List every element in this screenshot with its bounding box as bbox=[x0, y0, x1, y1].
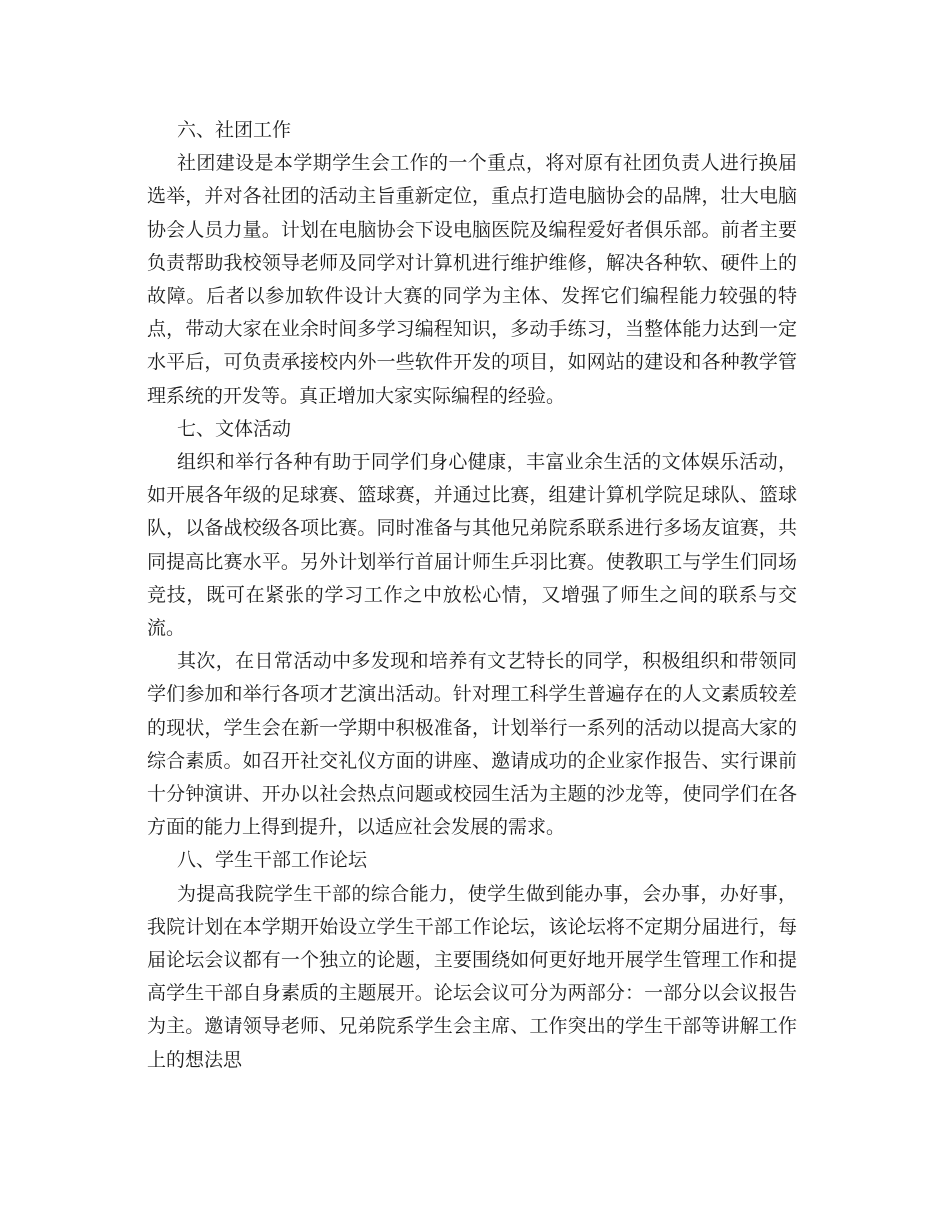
paragraph-sports: 组织和举行各种有助于同学们身心健康，丰富业余生活的文体娱乐活动，如开展各年级的足球赛、篮球赛，并通过比赛，组建计算机学院足球队、篮球队，以备战校级各项比赛。同时准备与其他兄弟院系联系进行多场友谊赛，共同提高比赛水平。另外计划举行首届计师生乒羽比赛。使教职工与学生们同场竞技，既可在紧张的学习工作之中放松心情，又增强了师生之间的联系与交流。 bbox=[147, 451, 797, 640]
document-page bbox=[147, 114, 797, 1077]
paragraph-clubs: 社团建设是本学期学生会工作的一个重点，将对原有社团负责人进行换届选举，并对各社团的活动主旨重新定位，重点打造电脑协会的品牌，壮大电脑协会人员力量。计划在电脑协会下设电脑医院及编程爱好者俱乐部。前者主要负责帮助我校领导老师及同学对计算机进行维护维修，解决各种软、硬件上的故障。后者以参加软件设计大赛的同学为主体、发挥它们编程能力较强的特点，带动大家在业余时间多学习编程知识，多动手练习，当整体能力达到一定水平后，可负责承接校内外一些软件开发的项目，如网站的建设和各种教学管理系统的开发等。真正增加大家实际编程的经验。 bbox=[147, 152, 797, 407]
section-heading-forum: 八、学生干部工作论坛 bbox=[177, 849, 368, 872]
paragraph-arts: 其次，在日常活动中多发现和培养有文艺特长的同学，积极组织和带领同学们参加和举行各项才艺演出活动。针对理工科学生普遍存在的人文素质较差的现状，学生会在新一学期中积极准备，计划举行一系列的活动以提高大家的综合素质。如召开社交礼仪方面的讲座、邀请成功的企业家作报告、实行课前十分钟演讲、开办以社会热点问题或校园生活为主题的沙龙等，使同学们在各方面的能力上得到提升，以适应社会发展的需求。 bbox=[147, 650, 797, 839]
section-heading-clubs: 六、社团工作 bbox=[177, 119, 292, 141]
paragraph-forum: 为提高我院学生干部的综合能力，使学生做到能办事，会办事，办好事，我院计划在本学期开始设立学生干部工作论坛，该论坛将不定期分届进行，每届论坛会议都有一个独立的论题，主要围绕如何更好地开展学生管理工作和提高学生干部自身素质的主题展开。论坛会议可分为两部分：一部分以会议报告为主。邀请领导老师、兄弟院系学生会主席、工作突出的学生干部等讲解工作上的想法思 bbox=[147, 882, 797, 1071]
section-heading-sports: 七、文体活动 bbox=[177, 417, 292, 440]
